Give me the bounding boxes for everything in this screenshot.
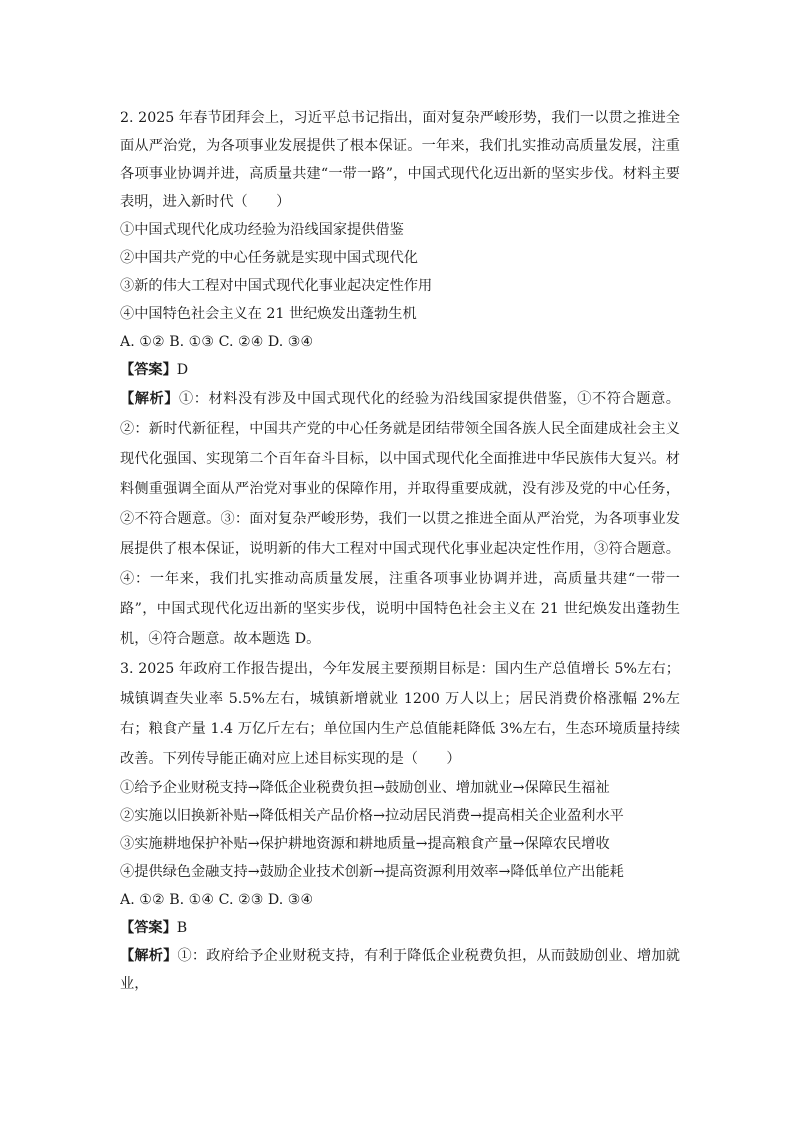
document-content [120,104,680,998]
question-2-option-4: ④中国特色社会主义在 21 世纪焕发出蓬勃生机 [120,306,417,322]
question-3-analysis [120,942,680,998]
question-2-option-2: ②中国共产党的中心任务就是实现中国式现代化 [120,250,418,266]
analysis-text: ①：材料没有涉及中国式现代化的经验为沿线国家提供借鉴，①不符合题意。②：新时代新征程，中国共产党的中心任务就是团结带领全国各族人民全面建成社会主义现代化强国、实现第二个百年奋斗目标，以中国式现代化全面推进中华民族伟大复兴。材料侧重强调全面从严治党对事业的保障作用，并取得重要成就，没有涉及党的中心任务，②不符合题意。③：面对复杂严峻形势，我们一以贯之推进全面从严治党，为各项事业发展提供了根本保证，说明新的伟大工程对中国式现代化事业起决定性作用，③符合题意。④：一年来，我们扎实推动高质量发展，注重各项事业协调并进，高质量共建“一带一路”，中国式现代化迈出新的坚实步伐，说明中国特色社会主义在 21 世纪焕发出蓬勃生机，④符合题意。故本题选 D。 [120,391,680,647]
analysis-text: ①：政府给予企业财税支持，有利于降低企业税费负担，从而鼓励创业、增加就业， [120,948,680,992]
answer-label: 【答案】 [120,920,177,936]
question-3-option-2: ②实施以旧换新补贴→降低相关产品价格→拉动居民消费→提高相关企业盈利水平 [120,808,624,824]
analysis-label: 【解析】 [120,391,180,407]
question-2-answer [120,356,680,384]
question-2-option-3: ③新的伟大工程对中国式现代化事业起决定性作用 [120,278,433,294]
answer-value: B [176,920,188,936]
answer-value: D [176,362,189,378]
question-3-option-1: ①给予企业财税支持→降低企业税费负担→鼓励创业、增加就业→保障民生福祉 [120,780,610,796]
question-3-option-3: ③实施耕地保护补贴→保护耕地资源和耕地质量→提高粮食产量→保障农民增收 [120,836,610,852]
question-3-choices: A. ①② B. ①④ C. ②③ D. ③④ [120,892,314,908]
question-2-choices: A. ①② B. ①③ C. ②④ D. ③④ [120,334,314,350]
question-2-analysis [120,384,680,654]
question-3-stem: 3. 2025 年政府工作报告提出，今年发展主要预期目标是：国内生产总值增长 5%左右；城镇调查失业率 5.5%左右，城镇新增就业 1200 万人以上；居民消费价格涨幅 2%左右；粮食产量 1.4 万亿斤左右；单位国内生产总值能耗降低 3%左右，生态环境质量持续改善。下列传导能正确对应上述目标实现的是（ ） [120,661,680,767]
question-3-option-4: ④提供绿色金融支持→鼓励企业技术创新→提高资源利用效率→降低单位产出能耗 [120,864,624,880]
question-3-answer [120,914,680,942]
answer-label: 【答案】 [120,362,177,378]
question-2-stem: 2. 2025 年春节团拜会上，习近平总书记指出，面对复杂严峻形势，我们一以贯之推进全面从严治党，为各项事业发展提供了根本保证。一年来，我们扎实推动高质量发展，注重各项事业协调并进，高质量共建“一带一路”，中国式现代化迈出新的坚实步伐。材料主要表明，进入新时代（ ） [120,110,680,210]
analysis-label: 【解析】 [120,948,178,964]
question-2-option-1: ①中国式现代化成功经验为沿线国家提供借鉴 [120,222,404,238]
